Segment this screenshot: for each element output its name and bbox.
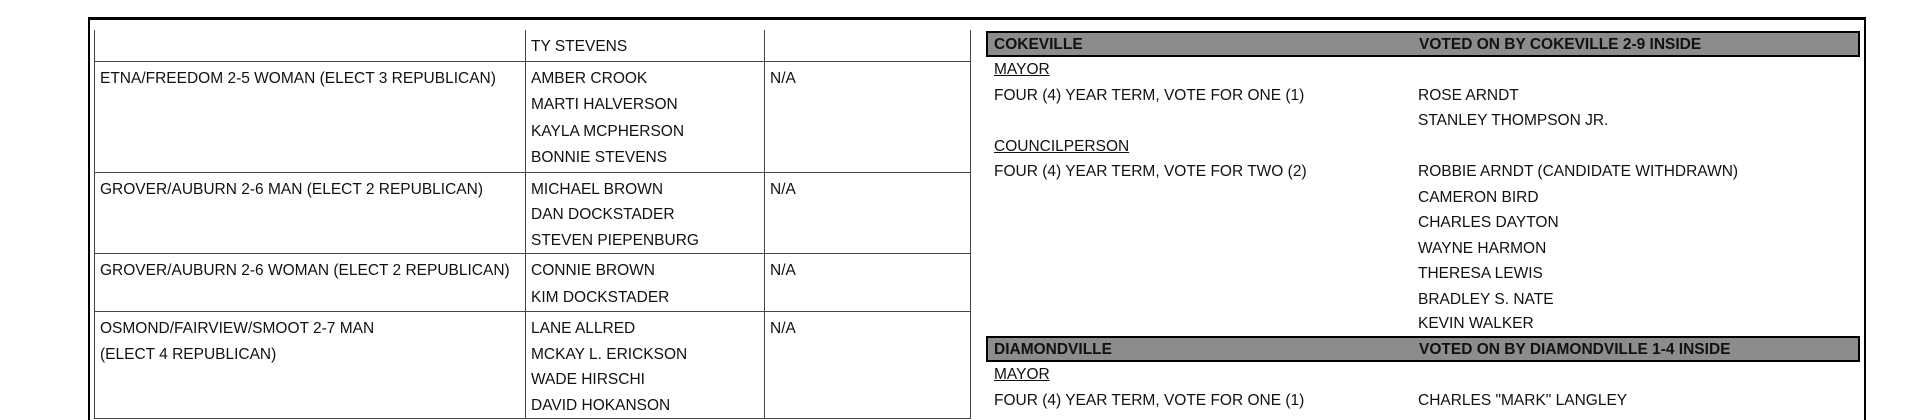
section-voters: VOTED ON BY COKEVILLE 2-9 INSIDE — [1419, 36, 1702, 53]
race-name-continued: (ELECT 4 REPUBLICAN) — [100, 345, 277, 363]
race-note: N/A — [770, 69, 796, 87]
cokeville-section-header — [986, 31, 1860, 57]
table-row — [95, 254, 971, 312]
race-name — [100, 34, 525, 61]
candidate-name: KAYLA MCPHERSON — [531, 122, 685, 140]
note-cell — [765, 30, 971, 61]
candidates-cell — [526, 254, 765, 312]
candidate-name: THERESA LEWIS — [1418, 265, 1543, 282]
candidate-row — [986, 261, 1860, 287]
term-text: FOUR (4) YEAR TERM, VOTE FOR ONE (1) — [994, 391, 1305, 409]
race-name: OSMOND/FAIRVIEW/SMOOT 2-7 MAN — [100, 320, 375, 337]
note-cell — [765, 172, 971, 254]
race-cell — [95, 312, 526, 419]
term-text: FOUR (4) YEAR TERM, VOTE FOR TWO (2) — [994, 163, 1307, 180]
candidate-name: BRADLEY S. NATE — [1418, 290, 1554, 308]
candidate-row — [986, 108, 1860, 134]
section-title: COKEVILLE — [994, 36, 1083, 53]
candidate-name: WADE HIRSCHI — [531, 371, 645, 388]
candidate-name: KEVIN WALKER — [1418, 315, 1534, 332]
candidate-name: STEVEN PIEPENBURG — [531, 231, 699, 249]
candidate-row — [986, 210, 1860, 236]
race-note: N/A — [770, 320, 796, 337]
candidate-name: BONNIE STEVENS — [531, 149, 668, 166]
candidate-row — [986, 312, 1860, 336]
council-heading-row — [986, 134, 1860, 160]
candidate-name: DAVID HOKANSON — [531, 396, 671, 414]
office-heading: MAYOR — [994, 61, 1050, 78]
candidate-name: CHARLES "MARK" LANGLEY — [1418, 391, 1628, 409]
candidate-name: CHARLES DAYTON — [1418, 214, 1559, 231]
section-voters: VOTED ON BY DIAMONDVILLE 1-4 INSIDE — [1419, 341, 1731, 358]
office-heading: COUNCILPERSON — [994, 137, 1130, 155]
mayor-term-row — [986, 83, 1860, 109]
race-cell — [95, 30, 526, 61]
table-row — [95, 312, 971, 419]
candidate-row — [986, 236, 1860, 262]
office-heading: MAYOR — [994, 366, 1050, 383]
table-row — [95, 30, 971, 61]
race-name: ETNA/FREEDOM 2-5 WOMAN (ELECT 3 REPUBLICAN) — [100, 69, 496, 87]
candidate-name: STANLEY THOMPSON JR. — [1418, 112, 1609, 129]
candidate-name: AMBER CROOK — [531, 69, 648, 87]
race-note: N/A — [770, 180, 796, 198]
note-cell — [765, 254, 971, 312]
table-row — [95, 172, 971, 254]
race-cell — [95, 254, 526, 312]
mayor-heading-row — [986, 362, 1860, 388]
note-cell — [765, 312, 971, 419]
candidate-name: KIM DOCKSTADER — [531, 288, 670, 306]
race-name: GROVER/AUBURN 2-6 WOMAN (ELECT 2 REPUBLICAN) — [100, 262, 510, 279]
term-text: FOUR (4) YEAR TERM, VOTE FOR ONE (1) — [994, 86, 1305, 104]
table-row — [95, 61, 971, 172]
candidate-row — [986, 287, 1860, 313]
race-name: GROVER/AUBURN 2-6 MAN (ELECT 2 REPUBLICAN) — [100, 180, 483, 198]
candidate-name: DAN DOCKSTADER — [531, 206, 675, 223]
candidates-cell — [526, 312, 765, 419]
candidate-name: TY STEVENS — [531, 38, 628, 55]
candidates-cell — [526, 30, 765, 61]
section-title: DIAMONDVILLE — [994, 341, 1112, 358]
council-term-row — [986, 159, 1860, 185]
diamondville-section-header — [986, 336, 1860, 362]
candidate-row — [986, 185, 1860, 211]
candidate-name: ROSE ARNDT — [1418, 86, 1519, 104]
race-cell — [95, 61, 526, 172]
candidate-name: CONNIE BROWN — [531, 262, 655, 279]
candidate-name: MARTI HALVERSON — [531, 96, 678, 113]
candidates-cell — [526, 61, 765, 172]
mayor-heading-row — [986, 57, 1860, 83]
race-note — [770, 34, 970, 61]
ballot-races-table — [94, 30, 971, 419]
race-note: N/A — [770, 262, 796, 279]
candidate-name: MCKAY L. ERICKSON — [531, 345, 688, 363]
candidate-name: ROBBIE ARNDT (CANDIDATE WITHDRAWN) — [1418, 163, 1739, 180]
candidate-name: LANE ALLRED — [531, 320, 636, 337]
candidate-name: CAMERON BIRD — [1418, 188, 1539, 206]
race-cell — [95, 172, 526, 254]
note-cell — [765, 61, 971, 172]
municipal-races-panel — [986, 31, 1860, 413]
candidate-name: WAYNE HARMON — [1418, 239, 1547, 257]
candidates-cell — [526, 172, 765, 254]
mayor-term-row — [986, 388, 1860, 414]
candidate-name: MICHAEL BROWN — [531, 180, 664, 198]
